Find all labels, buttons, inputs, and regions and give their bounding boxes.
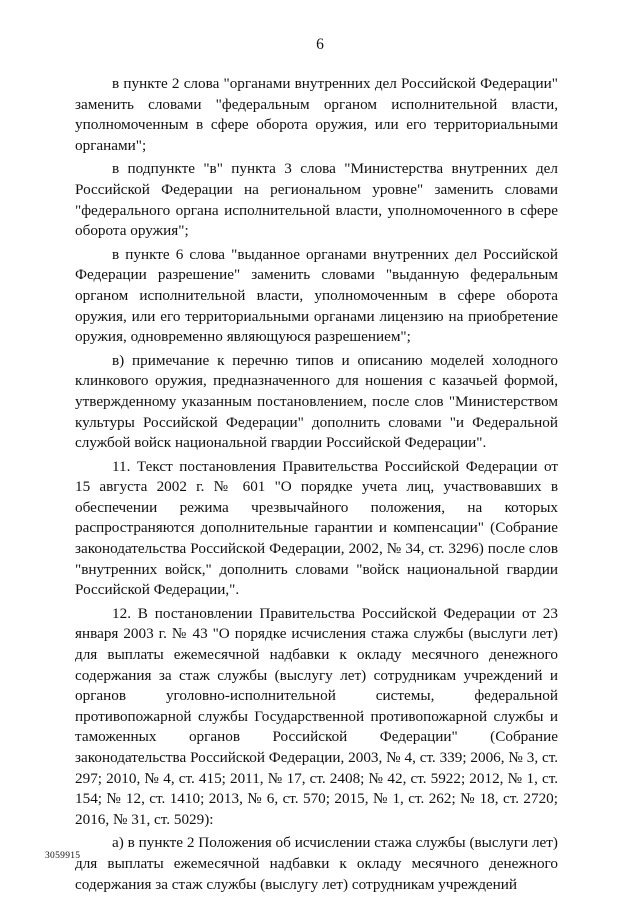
paragraph: в пункте 2 слова "органами внутренних дел Российской Федерации" заменить словами "федеральным органом исполнительной власти, уполномоченным в сфере оборота оружия, или его территориальными органами"; <box>75 75 558 154</box>
paragraph: 11. Текст постановления Правительства Российской Федерации от 15 августа 2002 г. № 601 "О порядке учета лиц, участвовавших в обеспечении режима чрезвычайного положения, на которых распространяются дополнительные гарантии и компенсации" (Собрание законодательства Российской Федерации, 2002, № 34, ст. 3296) после слов "внутренних войск," дополнить словами "войск национальной гвардии Российской Федерации,". <box>75 457 558 599</box>
paragraph: в) примечание к перечню типов и описанию моделей холодного клинкового оружия, предназначенного для ношения с казачьей формой, утвержденному указанным постановлением, после слов "Министерством культуры Российской Федерации" дополнить словами "и Федеральной службой войск национальной гвардии Российской Федерации". <box>75 351 558 452</box>
paragraph: в подпункте "в" пункта 3 слова "Министерства внутренних дел Российской Федерации на региональном уровне" заменить словами "федерального органа исполнительной власти, уполномоченного в сфере оборота оружия"; <box>75 160 558 240</box>
paragraph: 12. В постановлении Правительства Российской Федерации от 23 января 2003 г. № 43 "О порядке исчисления стажа службы (выслуги лет) для выплаты ежемесячной надбавки к окладу месячного денежного содержания за стаж службы (выслугу лет) сотрудникам учреждений и органов уголовно-исполнительной системы, федеральной противопожарной службы Государственной противопожарной службы и таможенных органов Российской Федерации" (Собрание законодательства Российской Федерации, 2003, № 4, ст. 339; 2006, № 3, ст. 297; 2010, № 4, ст. 415; 2011, № 17, ст. 2408; № 42, ст. 5922; 2012, № 1, ст. 154; № 12, ст. 1410; 2013, № 6, ст. 570; 2015, № 1, ст. 262; № 18, ст. 2720; 2016, № 31, ст. 5029): <box>75 604 558 828</box>
document-id: 3059915 <box>45 851 81 861</box>
paragraph: а) в пункте 2 Положения об исчислении стажа службы (выслуги лет) для выплаты ежемесячной надбавки к окладу месячного денежного содержания за стаж службы (выслугу лет) сотрудникам учреждений <box>75 834 558 893</box>
page-number: 6 <box>316 36 324 53</box>
document-body <box>75 74 558 898</box>
paragraph: в пункте 6 слова "выданное органами внутренних дел Российской Федерации разрешение" заменить словами "выданную федеральным органом исполнительной власти, уполномоченным в сфере оборота оружия, или его территориальными органами лицензию на приобретение оружия, одновременно являющуюся разрешением"; <box>75 245 558 346</box>
